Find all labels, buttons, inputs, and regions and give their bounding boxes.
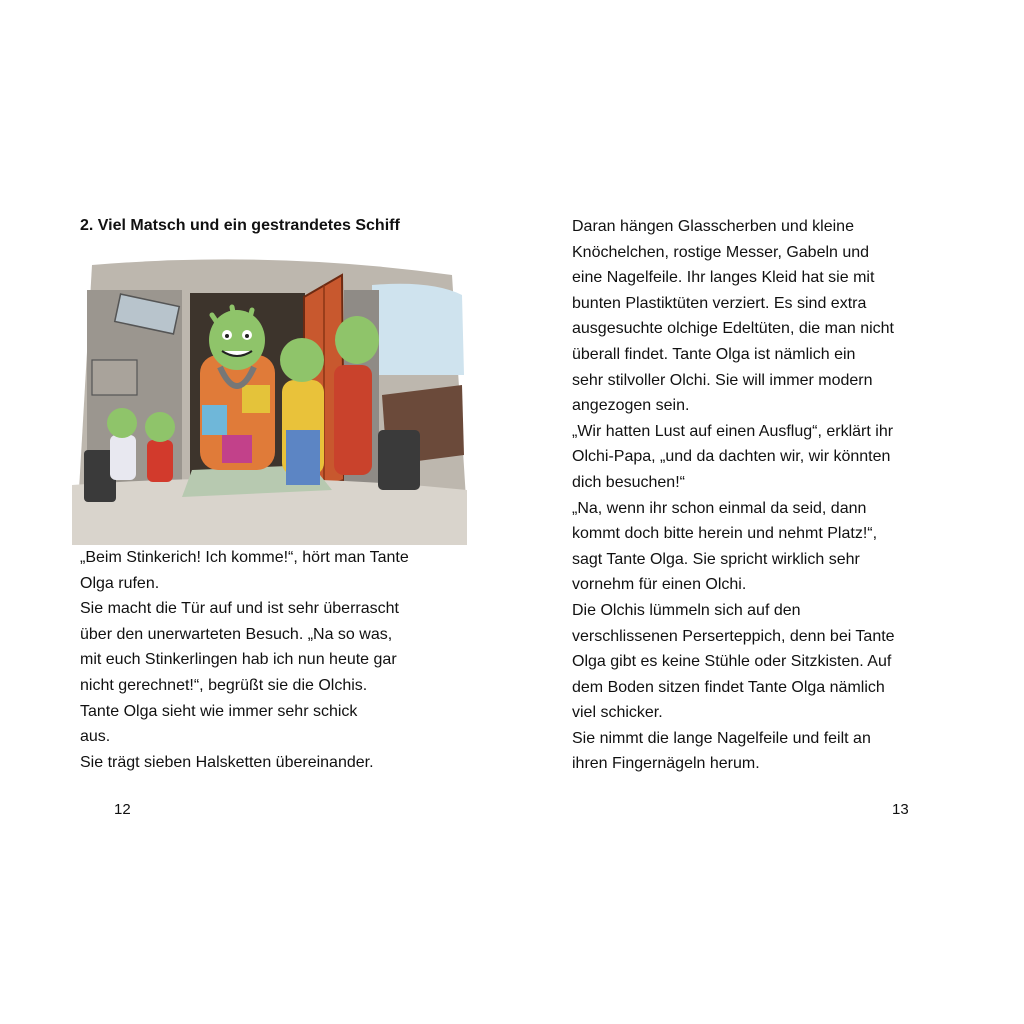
text-line: Sie trägt sieben Halsketten übereinander. [80, 753, 374, 771]
text-line: Olchi-Papa, „und da dachten wir, wir könnten [572, 448, 891, 466]
metal-patch [92, 360, 137, 395]
text-line: angezogen sein. [572, 397, 690, 415]
text-line: ausgesuchte olchige Edeltüten, die man nicht [572, 320, 894, 338]
text-line: Tante Olga sieht wie immer sehr schick [80, 702, 358, 720]
text-line: „Na, wenn ihr schon einmal da seid, dann [572, 499, 867, 517]
text-line: Sie macht die Tür auf und ist sehr überrascht [80, 600, 399, 618]
text-line: Knöchelchen, rostige Messer, Gabeln und [572, 243, 870, 261]
text-line: kommt doch bitte herein und nehmt Platz!“, [572, 525, 878, 543]
text-line: aus. [80, 728, 111, 746]
sky-patch [372, 284, 464, 375]
text-line: dich besuchen!“ [572, 473, 685, 491]
text-line: Olga rufen. [80, 574, 160, 592]
text-line: „Wir hatten Lust auf einen Ausflug“, erklärt ihr [572, 422, 894, 440]
left-page-text [80, 545, 500, 775]
olchi-kid-1-body [110, 435, 136, 480]
olchi-mama-body [334, 365, 372, 475]
text-line: sagt Tante Olga. Sie spricht wirklich sehr [572, 550, 860, 568]
text-line: Olga gibt es keine Stühle oder Sitzkisten. Auf [572, 653, 892, 671]
text-line: Daran hängen Glasscherben und kleine [572, 218, 854, 235]
text-line: ihren Fingernägeln herum. [572, 755, 760, 773]
olchi-kid-2-head [145, 412, 175, 442]
olchi-illustration [72, 255, 467, 545]
right-page-text [572, 214, 992, 777]
olchi-mama-head [335, 316, 379, 364]
text-line: nicht gerechnet!“, begrüßt sie die Olchis. [80, 676, 368, 694]
chapter-title: 2. Viel Matsch und ein gestrandetes Schiff [80, 217, 400, 234]
text-line: dem Boden sitzen findet Tante Olga nämlich [572, 678, 885, 696]
page-number-left: 12 [114, 801, 131, 818]
text-line: verschlissenen Perserteppich, denn bei Tante [572, 627, 895, 645]
text-line: sehr stilvoller Olchi. Sie will immer modern [572, 371, 873, 389]
text-line: Die Olchis lümmeln sich auf den [572, 601, 801, 619]
text-line: „Beim Stinkerich! Ich komme!“, hört man Tante [80, 549, 409, 566]
text-line: über den unerwarteten Besuch. „Na so was, [80, 625, 393, 643]
olchi-kid-1-head [107, 408, 137, 438]
page-number-right: 13 [892, 801, 909, 818]
text-line: Sie nimmt die lange Nagelfeile und feilt an [572, 729, 871, 747]
text-line: vornehm für einen Olchi. [572, 576, 747, 594]
text-line: viel schicker. [572, 704, 663, 722]
right-page [512, 0, 1024, 1024]
olchi-kid-2-body [147, 440, 173, 482]
text-line: bunten Plastiktüten verziert. Es sind extra [572, 294, 867, 312]
text-line: überall findet. Tante Olga ist nämlich ein [572, 345, 856, 363]
olchi-papa-head [280, 338, 324, 382]
text-line: mit euch Stinkerlingen hab ich nun heute gar [80, 651, 397, 669]
text-line: eine Nagelfeile. Ihr langes Kleid hat sie mit [572, 269, 875, 287]
barrel-right [378, 430, 420, 490]
